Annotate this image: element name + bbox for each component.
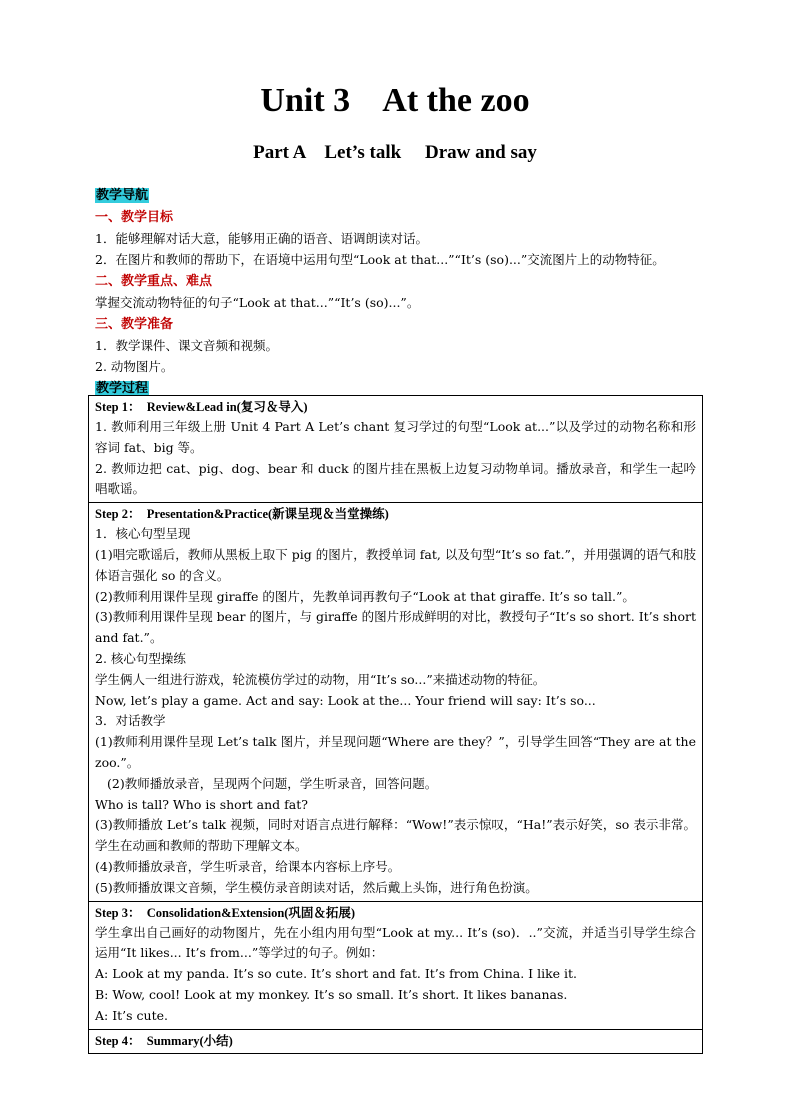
step-line: 2. 教师边把 cat、pig、dog、bear 和 duck 的图片挂在黑板上边复习动物单词。播放录音，和学生一起吟唱歌谣。 [95, 460, 696, 497]
step-line: A: Look at my panda. It’s so cute. It’s short and fat. It’s from China. I like it. [95, 966, 578, 982]
step-line: (2)教师利用课件呈现 giraffe 的图片，先教单词再教句子“Look at that giraffe. It’s so tall.”。 [95, 588, 635, 604]
step-line: B: Wow, cool! Look at my monkey. It’s so small. It’s short. It likes bananas. [95, 986, 568, 1002]
step-line: 1．核心句型呈现 [95, 526, 191, 542]
page-title: Unit 3 At the zoo [260, 82, 530, 119]
step-line: (4)教师播放录音，学生听录音，给课本内容标上序号。 [95, 858, 401, 874]
page-subtitle: Part A Let’s talk Draw and say [253, 142, 537, 163]
step-line: (5)教师播放课文音频，学生模仿录音朗读对话，然后戴上头饰，进行角色扮演。 [95, 879, 538, 895]
step-line: (2)教师播放录音，呈现两个问题，学生听录音，回答问题。 [107, 775, 438, 791]
step-line: 3．对话教学 [95, 713, 166, 729]
step-line: (1)教师利用课件呈现 Let’s talk 图片，并呈现问题“Where are they？”，引导学生回答“They are at the zoo.”。 [95, 734, 696, 770]
step-title: Step 3： Consolidation&Extension(巩固＆拓展) [95, 905, 356, 920]
step-line: (3)教师利用课件呈现 bear 的图片，与 giraffe 的图片形成鲜明的对比，教授句子“It’s so short. It’s short and fat.”。 [95, 609, 697, 646]
step-title: Step 4： Summary(小结) [95, 1033, 233, 1048]
prep-title: 三、教学准备 [95, 317, 174, 332]
key-1: 掌握交流动物特征的句子“Look at that...”“It’s (so)...”。 [95, 295, 420, 310]
step-line: Who is tall? Who is short and fat? [95, 796, 308, 812]
step-title: Step 2： Presentation&Practice(新课呈现＆当堂操练) [95, 507, 389, 522]
prep-1: 1．教学课件、课文音频和视频。 [95, 338, 278, 353]
step-line: A: It’s cute. [95, 1007, 168, 1023]
teaching-guide [95, 184, 705, 399]
process-heading: 教学过程 [96, 381, 149, 396]
lesson-steps-table [88, 395, 703, 1054]
step-line: 学生俩人一组进行游戏，轮流模仿学过的动物，用“It’s so...”来描述动物的特征。 [95, 671, 546, 687]
step-title: Step 1： Review&Lead in(复习＆导入) [95, 400, 308, 414]
key-title: 二、教学重点、难点 [95, 274, 213, 289]
step-3-cell [89, 901, 703, 1029]
guide-heading: 教学导航 [96, 188, 149, 203]
step-line: Now, let’s play a game. Act and say: Look at the... Your friend will say: It’s so... [95, 692, 596, 708]
goal-title: 一、教学目标 [95, 210, 174, 225]
goal-1: 1．能够理解对话大意，能够用正确的语音、语调朗读对话。 [95, 231, 428, 246]
goal-2: 2．在图片和教师的帮助下，在语境中运用句型“Look at that...”“It’s (so)...”交流图片上的动物特征。 [95, 252, 665, 267]
step-2-cell [89, 503, 703, 901]
step-line: 1. 教师利用三年级上册 Unit 4 Part A Let’s chant 复习学过的句型“Look at...”以及学过的动物名称和形容词 fat、big 等。 [95, 419, 696, 455]
prep-2: 2. 动物图片。 [95, 359, 174, 374]
step-1-cell [89, 396, 703, 503]
step-line: 学生拿出自己画好的动物图片，先在小组内用句型“Look at my... It’s (so)．..”交流，并适当引导学生综合运用“It likes... It’s from...”等学过的句子。例如： [95, 924, 696, 961]
step-line: 2. 核心句型操练 [95, 650, 186, 666]
step-line: (3)教师播放 Let’s talk 视频，同时对语言点进行解释：“Wow!”表示惊叹，“Ha!”表示好笑，so 表示非常。学生在动画和教师的帮助下理解文本。 [95, 817, 696, 854]
step-line: (1)唱完歌谣后，教师从黑板上取下 pig 的图片，教授单词 fat, 以及句型“It’s so fat.”，并用强调的语气和肢体语言强化 so 的含义。 [95, 546, 696, 583]
step-4-cell [89, 1029, 703, 1053]
